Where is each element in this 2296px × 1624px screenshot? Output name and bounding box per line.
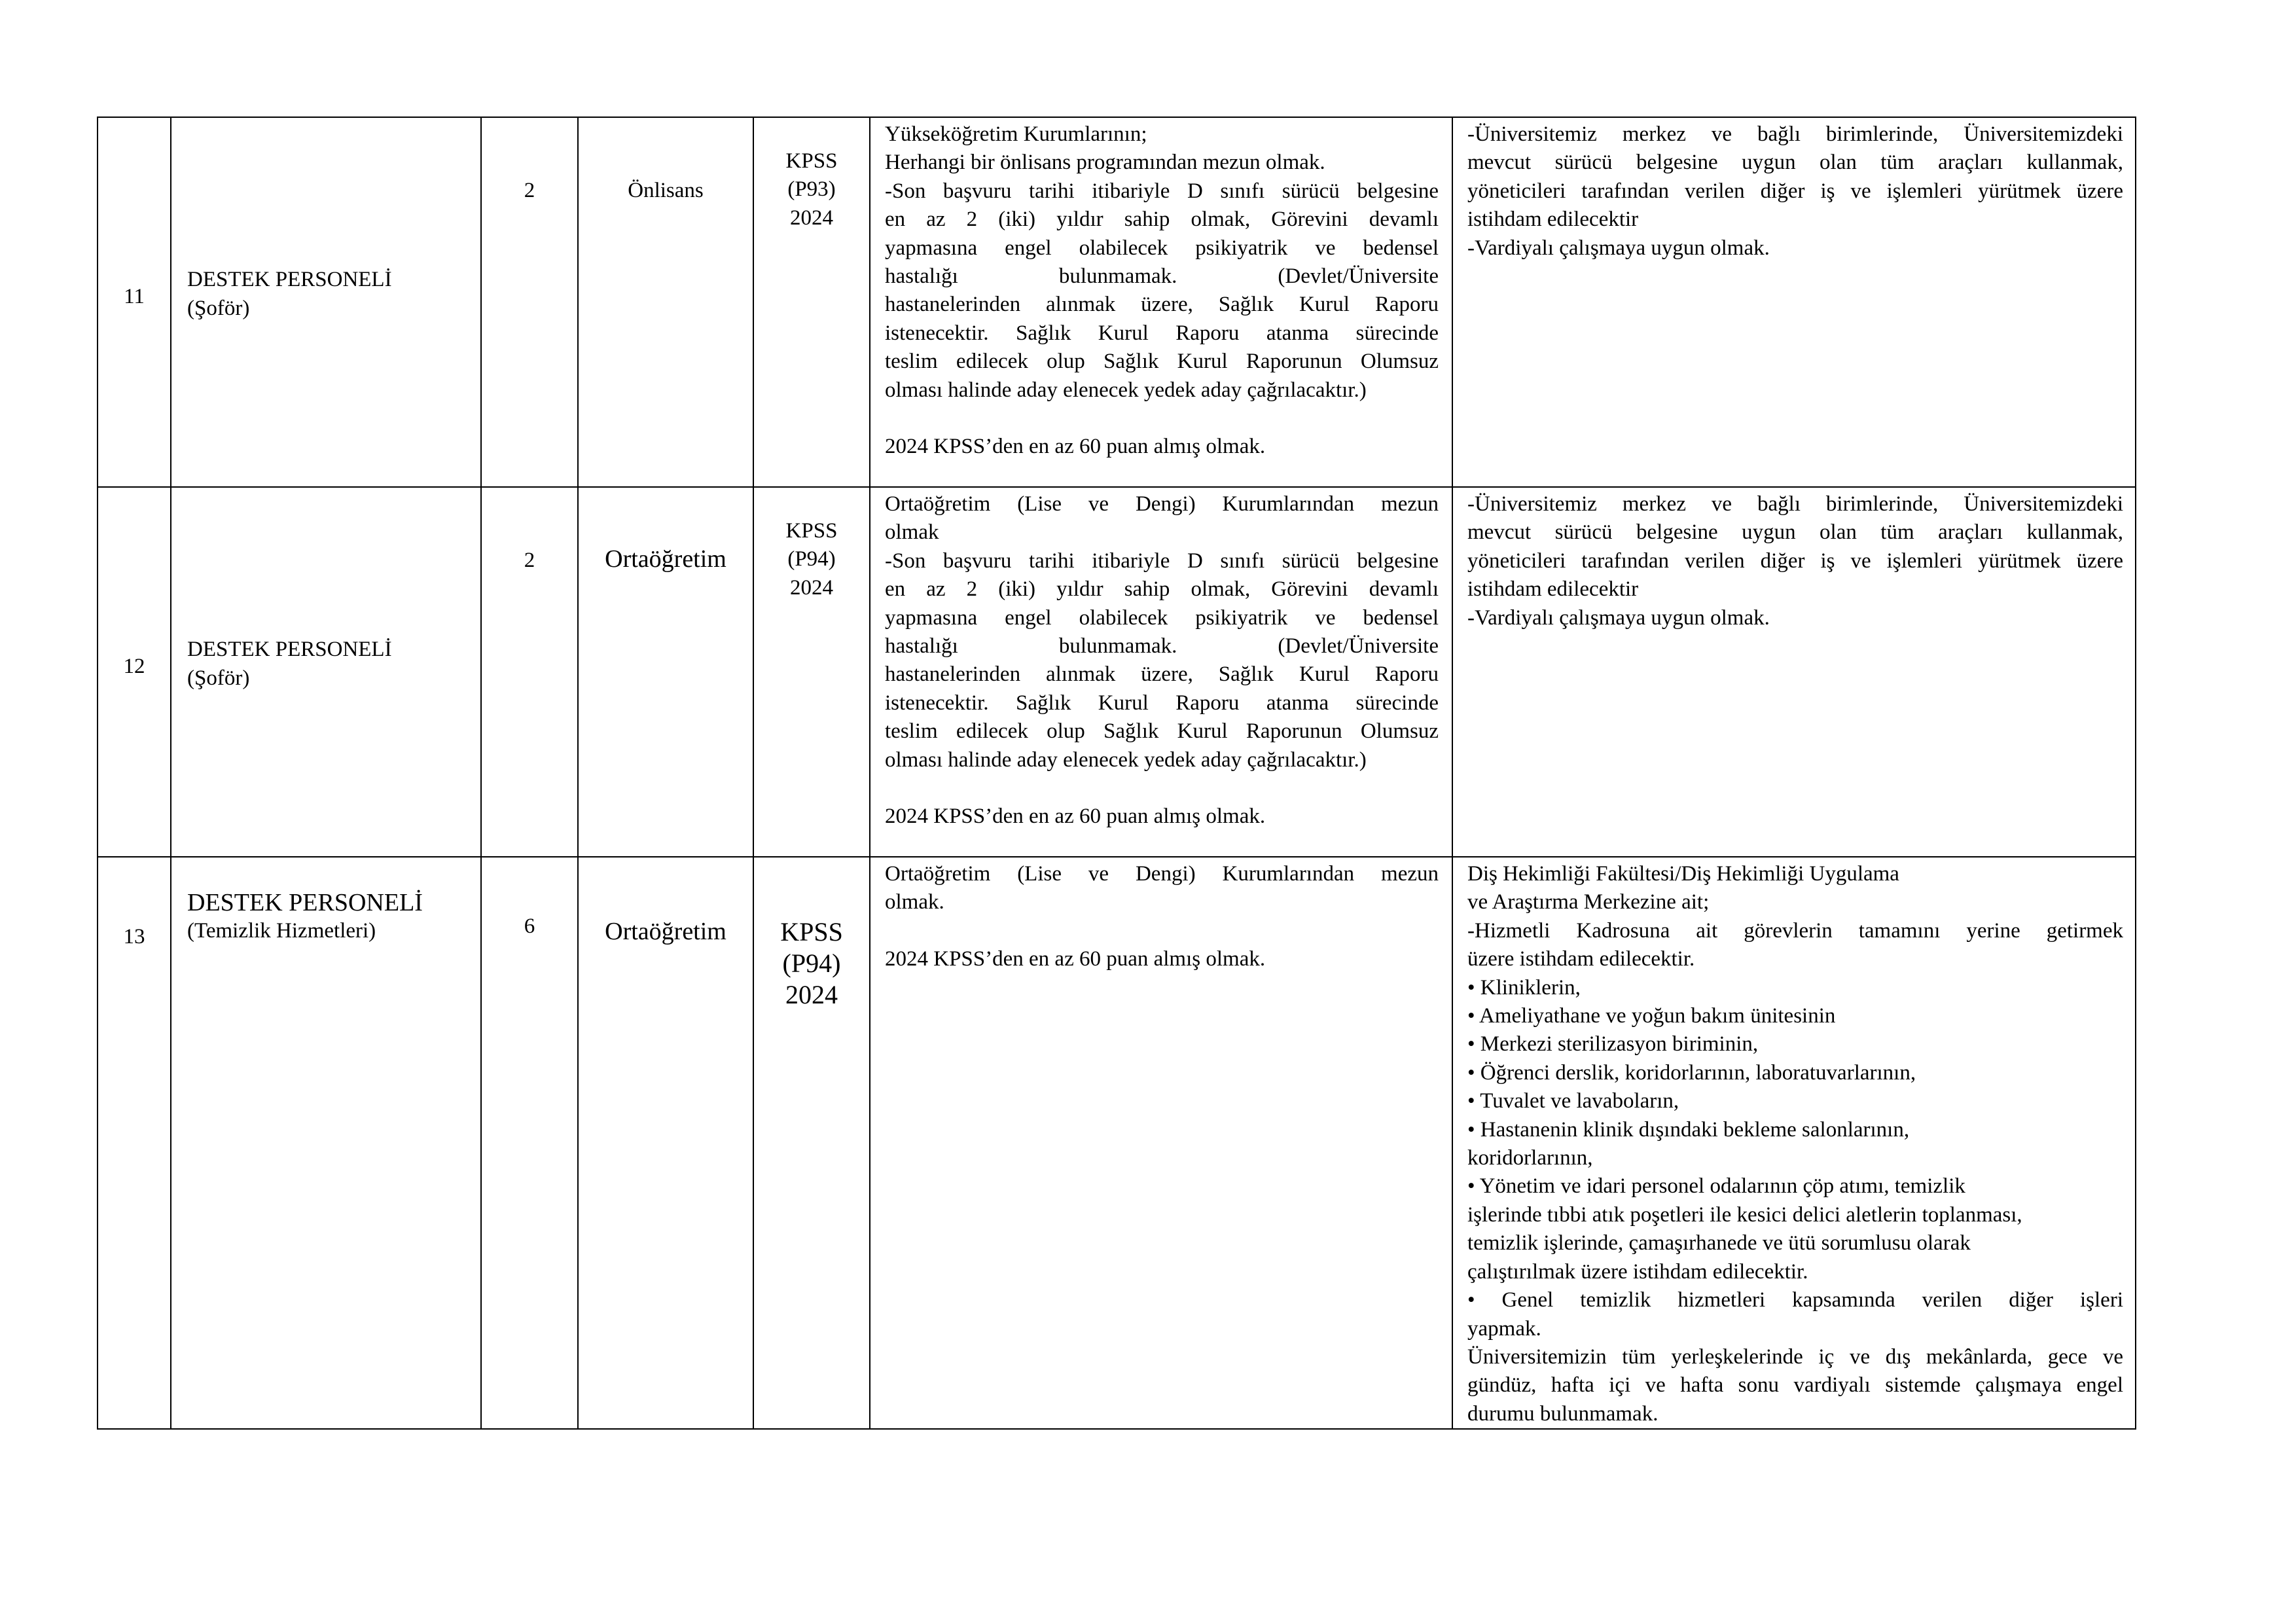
qualification-line: olması halinde aday elenecek yedek aday çağrılacaktır.) bbox=[885, 378, 1367, 402]
table-row bbox=[98, 487, 2136, 857]
exam-year: 2024 bbox=[785, 980, 838, 1009]
duty-line: Üniversitemizin tüm yerleşkelerinde iç ve dış mekânlarda, gece ve bbox=[1467, 1344, 2123, 1369]
exam-score-type: (P94) bbox=[787, 547, 836, 571]
exam-score-type: (P94) bbox=[782, 948, 841, 978]
qualification-line: olması halinde aday elenecek yedek aday çağrılacaktır.) bbox=[885, 748, 1367, 772]
position-count: 2 bbox=[524, 549, 535, 572]
qualification-line: teslim edilecek olup Sağlık Kurul Raporunun Olumsuz bbox=[885, 719, 1439, 744]
qualification-line: -Son başvuru tarihi itibariyle D sınıfı sürücü belgesine bbox=[885, 179, 1439, 203]
position-subtitle: (Şoför) bbox=[187, 666, 250, 690]
qualifications-cell bbox=[870, 487, 1452, 857]
qualification-line: en az 2 (iki) yıldır sahip olmak, Görevini devamlı bbox=[885, 577, 1439, 602]
qualification-line: hastanelerinden alınmak üzere, Sağlık Kurul Raporu bbox=[885, 662, 1439, 687]
duty-line: • Yönetim ve idari personel odalarının çöp atımı, temizlik bbox=[1467, 1174, 1965, 1199]
exam-year: 2024 bbox=[790, 575, 833, 600]
exam-name: KPSS bbox=[780, 917, 843, 947]
exam-cell bbox=[753, 487, 870, 857]
qualification-line: 2024 KPSS’den en az 60 puan almış olmak. bbox=[885, 804, 1266, 829]
qualification-line: hastalığı bulunmamak. (Devlet/Üniversite bbox=[885, 264, 1439, 289]
position-title-cell bbox=[171, 487, 481, 857]
duty-line: mevcut sürücü belgesine uygun olan tüm araçları kullanmak, bbox=[1467, 520, 2123, 545]
duty-line: -Üniversitemiz merkez ve bağlı birimlerinde, Üniversitemizdeki bbox=[1467, 492, 2123, 516]
duty-line: • Genel temizlik hizmetleri kapsamında verilen diğer işleri bbox=[1467, 1288, 2123, 1312]
row-number-cell bbox=[98, 487, 171, 857]
duty-line: yöneticileri tarafından verilen diğer iş ve işlemleri yürütmek üzere bbox=[1467, 549, 2123, 573]
qualification-line: hastanelerinden alınmak üzere, Sağlık Kurul Raporu bbox=[885, 293, 1439, 317]
duty-line: • Öğrenci derslik, koridorlarının, laboratuvarlarının, bbox=[1467, 1060, 1916, 1085]
education-level-cell bbox=[578, 857, 753, 1429]
exam-score-type: (P93) bbox=[787, 177, 836, 202]
qualifications-cell bbox=[870, 117, 1452, 487]
education-level-cell bbox=[578, 487, 753, 857]
duty-line: • Kliniklerin, bbox=[1467, 975, 1581, 1000]
duty-line: • Hastanenin klinik dışındaki bekleme salonlarının, bbox=[1467, 1117, 1910, 1142]
qualification-line: 2024 KPSS’den en az 60 puan almış olmak. bbox=[885, 435, 1266, 459]
duty-line: Diş Hekimliği Fakültesi/Diş Hekimliği Uygulama bbox=[1467, 862, 1899, 886]
exam-year: 2024 bbox=[790, 206, 833, 230]
exam-name: KPSS bbox=[785, 149, 838, 173]
education-level: Önlisans bbox=[628, 179, 704, 202]
qualification-line: -Son başvuru tarihi itibariyle D sınıfı sürücü belgesine bbox=[885, 549, 1439, 573]
duty-line: • Merkezi sterilizasyon biriminin, bbox=[1467, 1032, 1759, 1056]
position-title: DESTEK PERSONELİ bbox=[187, 889, 423, 916]
duty-line: • Ameliyathane ve yoğun bakım ünitesinin bbox=[1467, 1004, 1836, 1028]
education-level-cell bbox=[578, 117, 753, 487]
qualifications-cell bbox=[870, 857, 1452, 1429]
row-number: 13 bbox=[123, 925, 145, 948]
duties-cell bbox=[1452, 857, 2136, 1429]
position-title-cell bbox=[171, 117, 481, 487]
duty-line: gündüz, hafta içi ve hafta sonu vardiyalı sistemde çalışmaya engel bbox=[1467, 1373, 2123, 1398]
exam-name: KPSS bbox=[785, 519, 838, 543]
qualification-line: Yükseköğretim Kurumlarının; bbox=[885, 122, 1147, 146]
table-row bbox=[98, 117, 2136, 487]
duty-line: • Tuvalet ve lavaboların, bbox=[1467, 1089, 1679, 1113]
qualification-line: Ortaöğretim (Lise ve Dengi) Kurumlarından mezun bbox=[885, 492, 1439, 516]
position-title-cell bbox=[171, 857, 481, 1429]
duty-line: istihdam edilecektir bbox=[1467, 577, 1639, 602]
position-count: 2 bbox=[524, 179, 535, 202]
duty-line: işlerinde tıbbi atık poşetleri ile kesici delici aletlerin toplanması, bbox=[1467, 1202, 2022, 1227]
duty-line: -Üniversitemiz merkez ve bağlı birimlerinde, Üniversitemizdeki bbox=[1467, 122, 2123, 146]
education-level: Ortaöğretim bbox=[605, 545, 726, 573]
duty-line: ve Araştırma Merkezine ait; bbox=[1467, 890, 1710, 914]
duty-line: yöneticileri tarafından verilen diğer iş ve işlemleri yürütmek üzere bbox=[1467, 179, 2123, 203]
duty-line: -Hizmetli Kadrosuna ait görevlerin tamamını yerine getirmek bbox=[1467, 918, 2123, 943]
duty-line: üzere istihdam edilecektir. bbox=[1467, 947, 1695, 971]
exam-cell bbox=[753, 857, 870, 1429]
duty-line: -Vardiyalı çalışmaya uygun olmak. bbox=[1467, 236, 1770, 260]
position-title: DESTEK PERSONELİ bbox=[187, 638, 392, 662]
qualification-line: yapmasına engel olabilecek psikiyatrik ve bedensel bbox=[885, 236, 1439, 260]
staff-listing-table bbox=[97, 117, 2136, 1430]
duties-cell bbox=[1452, 117, 2136, 487]
qualification-line: hastalığı bulunmamak. (Devlet/Üniversite bbox=[885, 634, 1439, 659]
duty-line: temizlik işlerinde, çamaşırhanede ve ütü sorumlusu olarak bbox=[1467, 1231, 1971, 1255]
duty-line: istihdam edilecektir bbox=[1467, 208, 1639, 232]
qualification-line: Ortaöğretim (Lise ve Dengi) Kurumlarından mezun bbox=[885, 862, 1439, 886]
position-count-cell bbox=[481, 857, 578, 1429]
qualification-line: istenecektir. Sağlık Kurul Raporu atanma sürecinde bbox=[885, 691, 1439, 715]
position-subtitle: (Şoför) bbox=[187, 296, 250, 320]
row-number: 11 bbox=[124, 284, 145, 308]
row-number-cell bbox=[98, 857, 171, 1429]
qualification-line: Herhangi bir önlisans programından mezun olmak. bbox=[885, 151, 1325, 175]
qualification-line bbox=[885, 774, 1439, 803]
duty-line: çalıştırılmak üzere istihdam edilecektir. bbox=[1467, 1259, 1808, 1284]
duty-line: durumu bulunmamak. bbox=[1467, 1401, 1659, 1426]
row-number-cell bbox=[98, 117, 171, 487]
exam-cell bbox=[753, 117, 870, 487]
qualification-line: olmak bbox=[885, 520, 939, 545]
duties-cell bbox=[1452, 487, 2136, 857]
qualification-line: olmak. bbox=[885, 890, 944, 914]
duty-line: yapmak. bbox=[1467, 1316, 1541, 1341]
position-count-cell bbox=[481, 117, 578, 487]
duty-line: -Vardiyalı çalışmaya uygun olmak. bbox=[1467, 605, 1770, 630]
position-subtitle: (Temizlik Hizmetleri) bbox=[187, 919, 376, 943]
duty-line: koridorlarının, bbox=[1467, 1146, 1593, 1170]
qualification-line: istenecektir. Sağlık Kurul Raporu atanma sürecinde bbox=[885, 321, 1439, 345]
row-number: 12 bbox=[123, 654, 145, 678]
duty-line: mevcut sürücü belgesine uygun olan tüm araçları kullanmak, bbox=[1467, 151, 2123, 175]
table-row bbox=[98, 857, 2136, 1429]
qualification-line bbox=[885, 405, 1439, 433]
qualification-line: 2024 KPSS’den en az 60 puan almış olmak. bbox=[885, 947, 1266, 971]
qualification-line: teslim edilecek olup Sağlık Kurul Raporunun Olumsuz bbox=[885, 350, 1439, 374]
qualification-line: en az 2 (iki) yıldır sahip olmak, Görevini devamlı bbox=[885, 208, 1439, 232]
position-count-cell bbox=[481, 487, 578, 857]
qualification-line bbox=[885, 917, 1439, 945]
qualification-line: yapmasına engel olabilecek psikiyatrik ve bedensel bbox=[885, 605, 1439, 630]
education-level: Ortaöğretim bbox=[605, 918, 726, 945]
position-title: DESTEK PERSONELİ bbox=[187, 268, 392, 292]
position-count: 6 bbox=[524, 914, 535, 938]
